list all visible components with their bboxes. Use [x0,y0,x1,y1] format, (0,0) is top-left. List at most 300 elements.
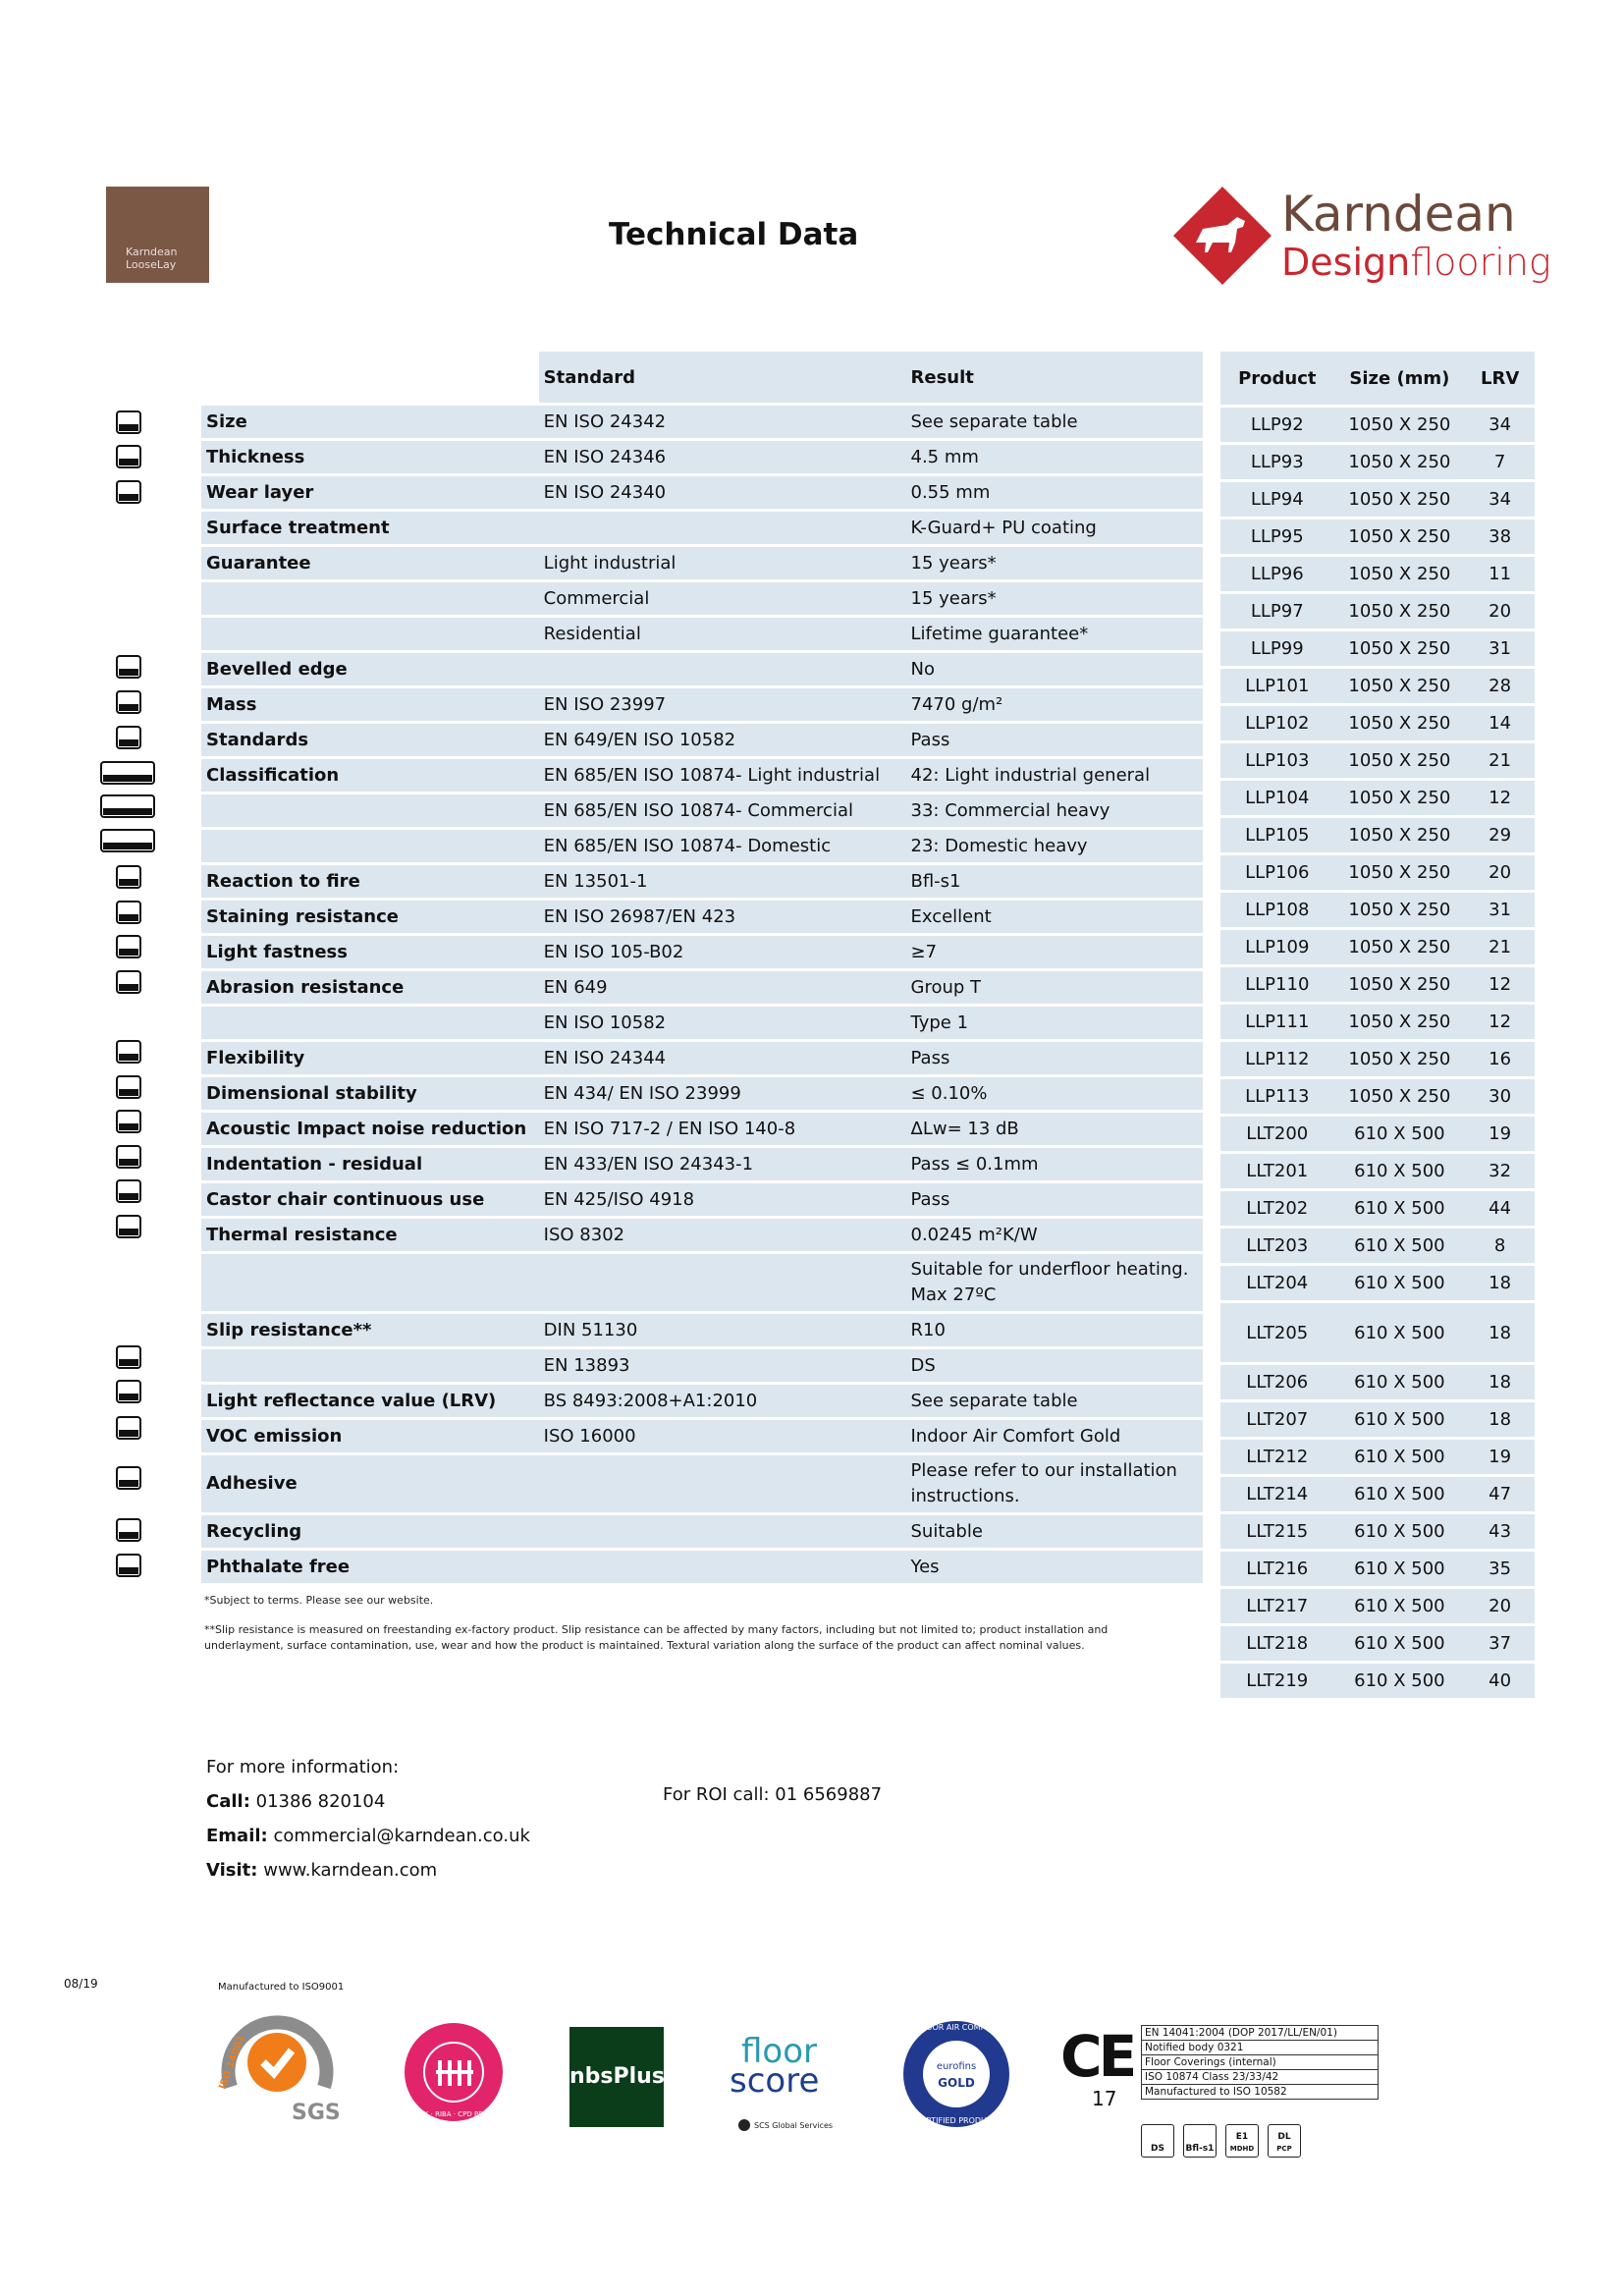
spec-name-cell: Dimensional stability [201,1077,539,1110]
spec-name-cell: Light fastness [201,936,539,968]
product-code-cell: LLP93 [1220,445,1334,479]
product-row [1220,1079,1535,1114]
product-code-cell: LLP106 [1220,855,1334,890]
spec-standard-cell: EN 685/EN ISO 10874- Commercial [539,794,906,827]
spec-result-cell: 23: Domestic heavy [906,830,1204,862]
spec-result-cell: K-Guard+ PU coating [906,512,1204,544]
product-size-cell: 610 X 500 [1334,1402,1466,1437]
spec-name-cell [201,1349,539,1382]
spec-name-cell: Thermal resistance [201,1219,539,1251]
product-lrv-cell: 12 [1465,967,1535,1002]
ce-box-lines [1142,2026,1378,2099]
spec-standard-cell: EN ISO 26987/EN 423 [539,901,906,933]
spec-name-cell: Thickness [201,441,539,473]
product-row [1220,743,1535,778]
spec-result-cell: 33: Commercial heavy [906,794,1204,827]
castor-chair-icon [116,1179,141,1203]
spec-row [201,1042,1203,1074]
product-header-row [1220,352,1535,405]
spec-standard-cell: EN 433/EN ISO 24343-1 [539,1148,906,1180]
spec-row [201,512,1203,544]
brand-tile-line2: LooseLay [126,258,177,271]
karndean-logo [1168,182,1551,290]
spec-name-cell: Guarantee [201,547,539,579]
spec-row [201,1385,1203,1417]
spec-name-cell: Slip resistance** [201,1314,539,1346]
spec-row [201,865,1203,898]
spec-name-cell: Wear layer [201,476,539,509]
spec-name-cell: Bevelled edge [201,653,539,685]
spec-header-standard: Standard [539,352,906,403]
spec-standard-cell [539,512,906,544]
product-lrv-cell: 34 [1465,482,1535,517]
product-code-cell: LLT217 [1220,1589,1334,1623]
spec-standard-cell: EN 649 [539,971,906,1004]
spec-result-cell: Pass [906,1183,1204,1216]
product-lrv-cell: 31 [1465,893,1535,927]
product-lrv-cell: 19 [1465,1117,1535,1151]
spec-standard-cell [539,653,906,685]
product-header-size: Size (mm) [1334,352,1466,405]
product-lrv-cell: 8 [1465,1229,1535,1263]
product-size-cell: 1050 X 250 [1334,482,1466,517]
product-size-cell: 1050 X 250 [1334,781,1466,815]
product-lrv-cell: 37 [1465,1626,1535,1661]
product-header-product: Product [1220,352,1334,405]
flexibility-icon [116,1040,141,1064]
product-row [1220,1005,1535,1039]
product-code-cell: LLT214 [1220,1477,1334,1511]
spec-result-cell: Suitable [906,1515,1204,1548]
product-header-lrv: LRV [1465,352,1535,405]
spec-result-cell: 42: Light industrial general [906,759,1204,792]
product-size-cell: 1050 X 250 [1334,1079,1466,1114]
spec-standard-cell: Residential [539,618,906,650]
spec-standard-cell [539,1551,906,1583]
spec-standard-cell: EN 13893 [539,1349,906,1382]
spec-name-cell: Staining resistance [201,901,539,933]
mini-symbol-icon [1141,2124,1174,2158]
ce-number: 17 [1092,2087,1117,2110]
product-size-cell: 610 X 500 [1334,1117,1466,1151]
product-size-cell: 610 X 500 [1334,1664,1466,1698]
mini-symbol-label: DL [1277,2132,1291,2142]
product-size-cell: 1050 X 250 [1334,519,1466,554]
product-row [1220,1664,1535,1698]
scs-icon [738,2119,750,2131]
spec-row [201,1077,1203,1110]
spec-name-cell: Mass [201,688,539,721]
product-lrv-cell: 35 [1465,1552,1535,1586]
spec-row [201,1148,1203,1180]
spec-standard-cell: EN 434/ EN ISO 23999 [539,1077,906,1110]
product-code-cell: LLP94 [1220,482,1334,517]
spec-row [201,936,1203,968]
indentation-icon [116,1145,141,1169]
spec-result-cell: 0.55 mm [906,476,1204,509]
spec-result-line1: Please refer to our installation [910,1460,1177,1481]
product-code-cell: LLP111 [1220,1005,1334,1039]
spec-row [201,1219,1203,1251]
product-lrv-cell: 31 [1465,631,1535,666]
indoor-air-comfort-badge [900,2018,1013,2131]
product-lrv-cell: 28 [1465,669,1535,703]
spec-result-cell: No [906,653,1204,685]
call-number[interactable]: 01386 820104 [255,1791,386,1812]
product-code-cell: LLP97 [1220,594,1334,629]
product-lrv-cell: 14 [1465,706,1535,740]
spec-name-cell: Recycling [201,1515,539,1548]
product-code-cell: LLP109 [1220,930,1334,964]
spec-row [201,1349,1203,1382]
abrasion-icon [116,970,141,994]
product-code-cell: LLT219 [1220,1664,1334,1698]
website-link[interactable]: www.karndean.com [263,1860,438,1881]
spec-row [201,901,1203,933]
product-row [1220,1229,1535,1263]
product-code-cell: LLP105 [1220,818,1334,852]
spec-result-line2: instructions. [910,1486,1020,1506]
product-row [1220,855,1535,890]
spec-standard-cell: BS 8493:2008+A1:2010 [539,1385,906,1417]
mass-icon [116,690,141,714]
product-size-cell: 1050 X 250 [1334,408,1466,442]
spec-name-cell: VOC emission [201,1420,539,1452]
nbsplus-logo: nbsPlus [569,2027,664,2127]
classification-industrial-icon [100,761,155,785]
product-lrv-cell: 20 [1465,594,1535,629]
product-row [1220,482,1535,517]
spec-header-blank [201,352,539,403]
product-row [1220,1191,1535,1226]
slip-icon [116,1345,141,1369]
page-title: Technical Data [609,217,859,252]
product-row [1220,1042,1535,1076]
ce-box-line: Manufactured to ISO 10582 [1142,2084,1378,2099]
spec-row [201,1183,1203,1216]
spec-standard-cell: EN ISO 717-2 / EN ISO 140-8 [539,1113,906,1145]
ce-info-box [1141,2025,1379,2100]
spec-result-cell [906,1455,1204,1512]
spec-row [201,1254,1203,1311]
spec-name-cell: Adhesive [201,1455,539,1512]
spec-result-line2: Max 27ºC [910,1285,997,1305]
product-row [1220,408,1535,442]
logo-flooring: flooring [1410,241,1551,284]
spec-row [201,971,1203,1004]
spec-row [201,582,1203,615]
spec-name-cell [201,618,539,650]
product-row [1220,631,1535,666]
product-row [1220,669,1535,703]
product-row [1220,1154,1535,1188]
spec-name-cell [201,1007,539,1039]
spec-standard-cell: EN 649/EN ISO 10582 [539,724,906,756]
spec-result-cell: 4.5 mm [906,441,1204,473]
product-size-cell: 610 X 500 [1334,1626,1466,1661]
product-size-cell: 1050 X 250 [1334,706,1466,740]
brand-tile-line1: Karndean [126,246,178,258]
ce-mark-icon: CE [1060,2023,1134,2090]
product-code-cell: LLP95 [1220,519,1334,554]
product-row [1220,930,1535,964]
spec-result-cell: Type 1 [906,1007,1204,1039]
phthalate-icon [116,1554,141,1577]
iso9001-note: Manufactured to ISO9001 [218,1982,345,1993]
product-size-cell: 610 X 500 [1334,1266,1466,1300]
product-lrv-cell: 18 [1465,1266,1535,1300]
email-link[interactable]: commercial@karndean.co.uk [273,1826,530,1846]
product-code-cell: LLP104 [1220,781,1334,815]
product-lrv-cell: 20 [1465,1589,1535,1623]
product-code-cell: LLP108 [1220,893,1334,927]
contact-email [206,1819,530,1853]
sgs-iso14001-badge [211,1994,344,2126]
product-body [1220,408,1535,1698]
product-row [1220,967,1535,1002]
contact-intro: For more information: [206,1757,400,1777]
bevelled-edge-icon [116,655,141,679]
mini-symbol-icon [1268,2124,1301,2158]
product-code-cell: LLP102 [1220,706,1334,740]
gold-text: GOLD [938,2076,975,2090]
product-row [1220,893,1535,927]
spec-name-cell: Standards [201,724,539,756]
spec-standard-cell: Commercial [539,582,906,615]
floorscore-score: score [730,2061,820,2101]
product-size-cell: 1050 X 250 [1334,930,1466,964]
light-fastness-icon [116,935,141,958]
product-lrv-cell: 29 [1465,818,1535,852]
spec-name-cell: Acoustic Impact noise reduction [201,1113,539,1145]
spec-row [201,476,1203,509]
spec-standard-cell: EN ISO 105-B02 [539,936,906,968]
product-size-cell: 610 X 500 [1334,1514,1466,1549]
product-size-cell: 610 X 500 [1334,1440,1466,1474]
product-size-cell: 1050 X 250 [1334,631,1466,666]
dimensional-icon [116,1075,141,1099]
spec-standard-cell [539,1515,906,1548]
product-row [1220,1589,1535,1623]
riba-text: NETWORK · RIBA · CPD PROVIDERS [393,2110,514,2118]
product-size-cell: 1050 X 250 [1334,855,1466,890]
floorscore-floor: floor [741,2032,817,2071]
sgs-text: SGS [292,2101,341,2125]
spec-name-cell [201,830,539,862]
mini-symbol-sub: MDHD [1229,2145,1255,2153]
spec-standard-cell [539,1455,906,1512]
product-lrv-cell: 12 [1465,781,1535,815]
spec-result-cell: Excellent [906,901,1204,933]
product-row [1220,519,1535,554]
thermal-icon [116,1215,141,1238]
product-size-cell: 610 X 500 [1334,1191,1466,1226]
spec-result-cell: R10 [906,1314,1204,1346]
mini-symbol-icon [1225,2124,1259,2158]
ce-box-line: ISO 10874 Class 23/33/42 [1142,2069,1378,2084]
product-row [1220,706,1535,740]
product-size-cell: 1050 X 250 [1334,445,1466,479]
product-code-cell: LLT216 [1220,1552,1334,1586]
product-size-cell: 1050 X 250 [1334,594,1466,629]
spec-name-cell: Flexibility [201,1042,539,1074]
spec-result-cell: Pass [906,724,1204,756]
product-lrv-cell: 34 [1465,408,1535,442]
spec-result-cell [906,1254,1204,1311]
mini-symbols [1141,2124,1301,2158]
spec-row [201,1314,1203,1346]
product-code-cell: LLP113 [1220,1079,1334,1114]
product-code-cell: LLP96 [1220,557,1334,591]
riba-cpd-badge [393,2021,514,2124]
spec-result-cell: See separate table [906,406,1204,438]
spec-row [201,406,1203,438]
product-size-cell: 1050 X 250 [1334,557,1466,591]
size-icon [116,410,141,434]
logo-wordmark-top: Karndean [1281,186,1516,243]
mini-symbol-sub: PCP [1276,2145,1292,2153]
product-code-cell: LLT207 [1220,1402,1334,1437]
product-code-cell: LLP110 [1220,967,1334,1002]
product-lrv-cell: 38 [1465,519,1535,554]
spec-row [201,1455,1203,1512]
ce-box-line: Notified body 0321 [1142,2040,1378,2054]
spec-body [201,406,1203,1583]
eurofins-text: eurofins [936,2061,977,2072]
product-lrv-cell: 20 [1465,855,1535,890]
spec-standard-cell: EN 13501-1 [539,865,906,898]
product-row [1220,557,1535,591]
product-size-cell: 610 X 500 [1334,1552,1466,1586]
product-row [1220,594,1535,629]
spec-standard-cell: EN 685/EN ISO 10874- Light industrial [539,759,906,792]
product-size-cell: 1050 X 250 [1334,893,1466,927]
product-size-cell: 610 X 500 [1334,1303,1466,1362]
product-size-cell: 610 X 500 [1334,1154,1466,1188]
spec-standard-cell: EN ISO 24346 [539,441,906,473]
spec-standard-cell: ISO 8302 [539,1219,906,1251]
product-size-cell: 1050 X 250 [1334,1005,1466,1039]
syscert-text: SYSTEM CERTIFICATION [230,2001,324,2010]
spec-row [201,547,1203,579]
product-row [1220,1266,1535,1300]
product-row [1220,1365,1535,1399]
mini-symbol-label: DS [1151,2144,1164,2154]
product-size-cell: 1050 X 250 [1334,1042,1466,1076]
spec-result-cell: ≥7 [906,936,1204,968]
product-code-cell: LLT200 [1220,1117,1334,1151]
standards-icon [116,726,141,749]
mini-symbol-icon [1183,2124,1217,2158]
product-lrv-cell: 43 [1465,1514,1535,1549]
spec-row [201,1420,1203,1452]
spec-row [201,1551,1203,1583]
spec-result-cell: Group T [906,971,1204,1004]
spec-name-cell [201,794,539,827]
product-lrv-cell: 7 [1465,445,1535,479]
product-code-cell: LLP112 [1220,1042,1334,1076]
floorscore-logo [727,2018,854,2136]
product-code-cell: LLP92 [1220,408,1334,442]
spec-result-cell: Pass ≤ 0.1mm [906,1148,1204,1180]
spec-result-cell: Pass [906,1042,1204,1074]
product-code-cell: LLP103 [1220,743,1334,778]
product-code-cell: LLT204 [1220,1266,1334,1300]
product-row [1220,1117,1535,1151]
product-lrv-cell: 18 [1465,1303,1535,1362]
product-size-cell: 1050 X 250 [1334,818,1466,852]
contact-block [206,1750,530,1887]
spec-name-cell: Light reflectance value (LRV) [201,1385,539,1417]
product-lrv-cell: 44 [1465,1191,1535,1226]
product-code-cell: LLT215 [1220,1514,1334,1549]
recycling-icon [116,1518,141,1542]
spec-row [201,1515,1203,1548]
thickness-icon [116,445,141,468]
spec-name-cell: Classification [201,759,539,792]
spec-standard-cell: EN ISO 24340 [539,476,906,509]
spec-name-cell: Castor chair continuous use [201,1183,539,1216]
spec-result-cell: Yes [906,1551,1204,1583]
email-label: Email: [206,1826,268,1846]
mini-symbol-label: E1 [1235,2132,1249,2142]
product-row [1220,781,1535,815]
slip-note: **Slip resistance is measured on freestanding ex-factory product. Slip resistance can be affected by many factors, including but not limited to; product installation and underlayment, surface contamination, use, wear and how the product is maintained. Textural variation along the surface of the product can affect nominal values. [204,1623,1109,1652]
product-lrv-cell: 12 [1465,1005,1535,1039]
product-lrv-cell: 11 [1465,557,1535,591]
spec-row [201,759,1203,792]
contact-visit [206,1853,530,1887]
spec-row [201,724,1203,756]
spec-standard-cell: EN 685/EN ISO 10874- Domestic [539,830,906,862]
visit-label: Visit: [206,1860,258,1881]
spec-table [201,349,1203,1586]
fire-icon [116,865,141,889]
spec-name-cell: Reaction to fire [201,865,539,898]
spec-row [201,688,1203,721]
ce-box-line: Floor Coverings (internal) [1142,2054,1378,2069]
spec-name-cell [201,1254,539,1311]
spec-row [201,794,1203,827]
product-lrv-cell: 18 [1465,1365,1535,1399]
spec-standard-cell: DIN 51130 [539,1314,906,1346]
spec-result-cell: 0.0245 m²K/W [906,1219,1204,1251]
spec-standard-cell: EN ISO 10582 [539,1007,906,1039]
iso14001-text: ISO 14001 [217,2034,247,2092]
spec-result-cell: Bfl-s1 [906,865,1204,898]
spec-header-row [201,352,1203,403]
spec-result-cell: Lifetime guarantee* [906,618,1204,650]
spec-row [201,441,1203,473]
spec-name-cell [201,582,539,615]
scs-text: SCS Global Services [754,2121,834,2130]
spec-result-cell: 7470 g/m² [906,688,1204,721]
product-lrv-cell: 19 [1465,1440,1535,1474]
product-code-cell: LLT203 [1220,1229,1334,1263]
product-size-cell: 1050 X 250 [1334,743,1466,778]
product-size-cell: 610 X 500 [1334,1477,1466,1511]
product-lrv-cell: 21 [1465,743,1535,778]
ce-box-line: EN 14041:2004 (DOP 2017/LL/EN/01) [1145,2027,1337,2039]
product-lrv-cell: 32 [1465,1154,1535,1188]
spec-name-cell: Size [201,406,539,438]
product-code-cell: LLP99 [1220,631,1334,666]
spec-standard-cell [539,1254,906,1311]
spec-result-cell: 15 years* [906,582,1204,615]
product-lrv-cell: 40 [1465,1664,1535,1698]
product-code-cell: LLT206 [1220,1365,1334,1399]
spec-result-cell: See separate table [906,1385,1204,1417]
